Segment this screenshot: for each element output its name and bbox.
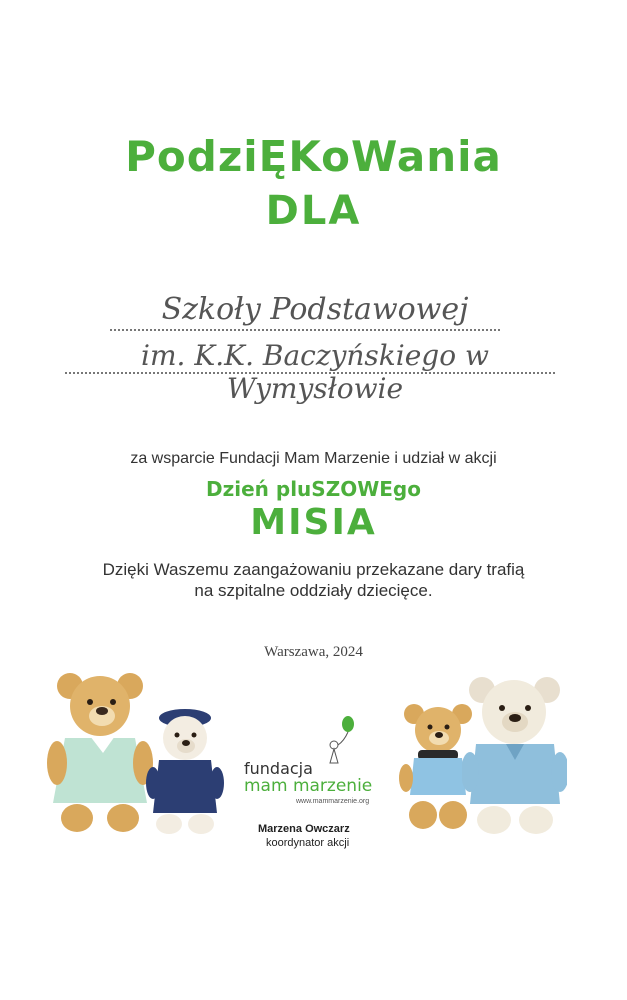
dotted-line-1 [110,329,500,331]
coordinator-name: Marzena Owczarz [258,823,350,835]
logo-fundacja-text: fundacja [244,759,313,778]
teddy-bear-dress-icon [45,668,155,838]
thanks-text-line2: na szpitalne oddziały dziecięce. [194,581,433,600]
logo-url-text: www.mammarzenie.org [296,798,370,805]
balloon-girl-icon [320,715,360,765]
teddy-bear-shirt-icon [462,672,567,837]
title-for: DLA [265,188,362,234]
title-thanks: PodziĘKoWania [125,132,502,181]
place-date: Warszawa, 2024 [264,644,363,660]
recipient-school-patron: im. K.K. Baczyńskiego w Wymysłowie [141,339,489,405]
event-name-line2: MISIA [250,502,377,543]
support-text: za wsparcie Fundacji Mam Marzenie i udział w akcji [130,450,497,467]
recipient-school: Szkoły Podstawowej [161,292,469,327]
thanks-text-line1: Dzięki Waszemu zaangażowaniu przekazane dary trafią [102,560,525,579]
coordinator-role: koordynator akcji [266,837,350,849]
teddy-bear-sailor-icon [145,708,225,836]
foundation-logo [244,715,384,805]
logo-name-text: mam marzenie [244,776,373,796]
event-name-line1: Dzień pluSZOWEgo [206,477,421,501]
